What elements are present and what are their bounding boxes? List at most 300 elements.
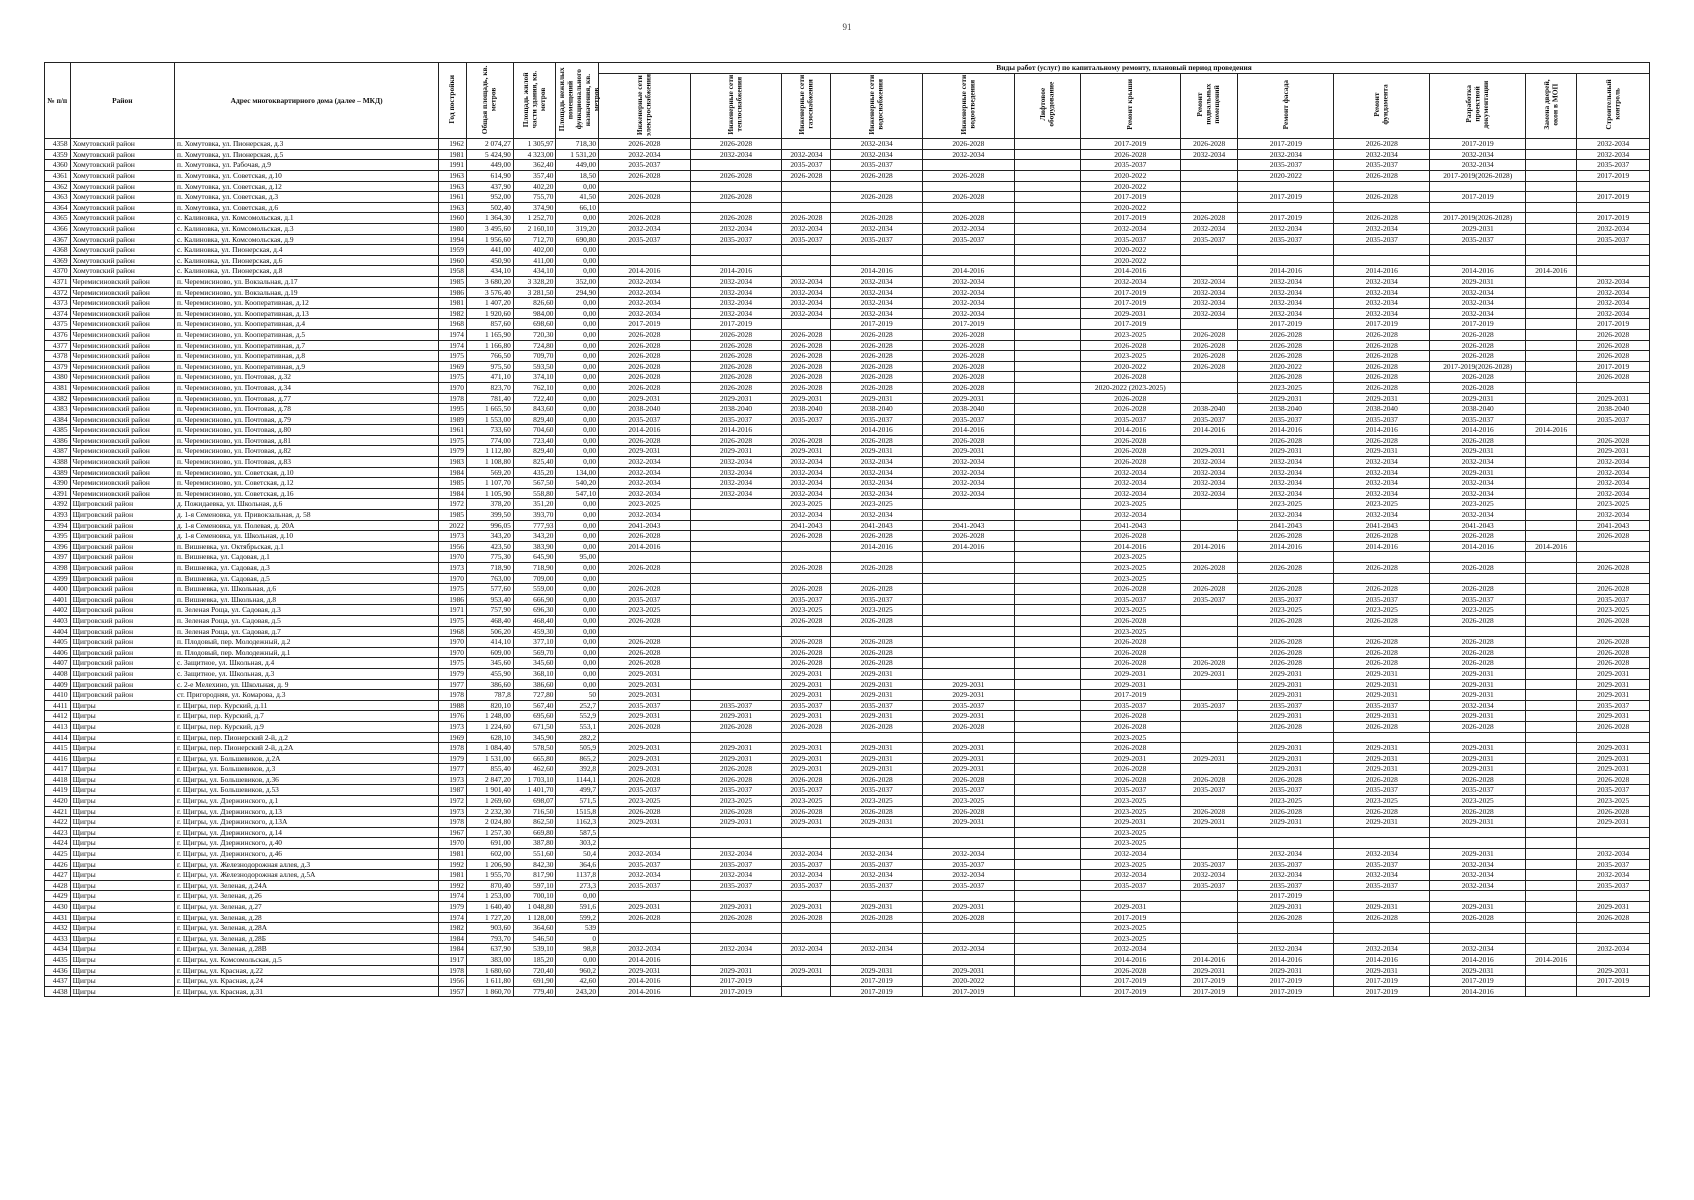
cell-year: 1975	[439, 584, 467, 595]
cell-work-period: 2032-2034	[599, 276, 691, 287]
cell-area-living: 435,20	[513, 467, 556, 478]
cell-num: 4368	[45, 245, 71, 256]
cell-district: Щигровский район	[70, 605, 174, 616]
cell-area-nonres: 319,20	[556, 224, 599, 235]
cell-area-total: 441,00	[466, 245, 513, 256]
cell-num: 4359	[45, 149, 71, 160]
cell-work-period: 2023-2025	[1080, 351, 1180, 362]
cell-work-period	[1014, 149, 1080, 160]
cell-work-period: 2017-2019	[1577, 976, 1650, 987]
table-row	[45, 721, 1650, 732]
cell-work-period: 2032-2034	[782, 944, 831, 955]
cell-work-period: 2029-2031	[1238, 753, 1334, 764]
cell-num: 4436	[45, 965, 71, 976]
cell-work-period	[1526, 563, 1577, 574]
cell-work-period	[1430, 245, 1526, 256]
cell-district: Черемисиновский район	[70, 425, 174, 436]
cell-work-period	[1526, 171, 1577, 182]
cell-work-period: 2026-2028	[1577, 340, 1650, 351]
cell-work-period: 2026-2028	[831, 721, 923, 732]
header-district: Район	[70, 63, 174, 139]
cell-district: Хомутовский район	[70, 266, 174, 277]
cell-work-period: 2029-2031	[1334, 690, 1430, 701]
cell-work-period: 2032-2034	[1080, 510, 1180, 521]
cell-area-nonres: 294,90	[556, 287, 599, 298]
cell-work-period: 2032-2034	[831, 224, 923, 235]
cell-work-period: 2026-2028	[1080, 658, 1180, 669]
cell-area-total: 434,10	[466, 266, 513, 277]
cell-work-period: 2026-2028	[923, 340, 1015, 351]
cell-work-period	[1014, 594, 1080, 605]
cell-area-total: 857,60	[466, 319, 513, 330]
cell-district: Щигровский район	[70, 690, 174, 701]
cell-work-period: 2026-2028	[831, 563, 923, 574]
cell-year: 1963	[439, 171, 467, 182]
cell-work-period: 2017-2019	[1430, 139, 1526, 150]
cell-work-period	[1014, 531, 1080, 542]
cell-work-period	[1180, 796, 1238, 807]
cell-area-nonres: 1144,1	[556, 774, 599, 785]
cell-address: г. Щигры, ул. Большевиков, д.36	[174, 774, 438, 785]
cell-district: Щигры	[70, 880, 174, 891]
cell-num: 4358	[45, 139, 71, 150]
cell-address: п. Хомутовка, ул. Советская, д.6	[174, 202, 438, 213]
cell-work-period: 2029-2031	[690, 711, 782, 722]
cell-year: 1974	[439, 340, 467, 351]
cell-work-period: 2026-2028	[831, 361, 923, 372]
header-work-4: Инженерные сети водоотведения	[923, 73, 1015, 139]
cell-address: г. Щигры, пер. Курский, д.9	[174, 721, 438, 732]
cell-address: п. Черемисиново, ул. Почтовая, д.78	[174, 404, 438, 415]
cell-year: 1975	[439, 658, 467, 669]
cell-work-period	[1180, 319, 1238, 330]
cell-area-total: 602,00	[466, 849, 513, 860]
cell-area-total: 2 232,30	[466, 806, 513, 817]
cell-work-period: 2026-2028	[1238, 372, 1334, 383]
cell-work-period: 2035-2037	[1238, 859, 1334, 870]
cell-area-living: 559,00	[513, 584, 556, 595]
cell-work-period: 2032-2034	[1430, 160, 1526, 171]
cell-work-period: 2032-2034	[1577, 944, 1650, 955]
cell-work-period: 2026-2028	[923, 213, 1015, 224]
cell-work-period	[1526, 647, 1577, 658]
cell-work-period	[923, 732, 1015, 743]
cell-work-period	[1526, 393, 1577, 404]
cell-work-period: 2026-2028	[831, 637, 923, 648]
cell-work-period: 2038-2040	[1334, 404, 1430, 415]
cell-work-period: 2035-2037	[599, 700, 691, 711]
cell-district: Щигры	[70, 986, 174, 997]
cell-district: Щигры	[70, 753, 174, 764]
cell-work-period: 2023-2025	[1334, 796, 1430, 807]
cell-district: Щигровский район	[70, 520, 174, 531]
cell-area-living: 842,30	[513, 859, 556, 870]
cell-num: 4365	[45, 213, 71, 224]
cell-num: 4366	[45, 224, 71, 235]
cell-work-period: 2035-2037	[1180, 880, 1238, 891]
cell-area-total: 3 576,40	[466, 287, 513, 298]
cell-area-living: 357,40	[513, 171, 556, 182]
cell-work-period	[831, 255, 923, 266]
cell-district: Щигры	[70, 827, 174, 838]
cell-work-period: 2017-2019	[1577, 361, 1650, 372]
cell-area-nonres: 718,30	[556, 139, 599, 150]
cell-work-period: 2032-2034	[690, 149, 782, 160]
cell-work-period: 2029-2031	[1577, 679, 1650, 690]
cell-work-period: 2026-2028	[599, 329, 691, 340]
cell-district: Черемисиновский район	[70, 488, 174, 499]
cell-work-period: 2017-2019	[1430, 192, 1526, 203]
cell-work-period	[1180, 605, 1238, 616]
cell-work-period	[1014, 340, 1080, 351]
cell-work-period	[1014, 753, 1080, 764]
cell-work-period: 2032-2034	[1238, 287, 1334, 298]
table-row	[45, 912, 1650, 923]
cell-work-period	[1526, 743, 1577, 754]
cell-work-period: 2032-2034	[1577, 139, 1650, 150]
table-row	[45, 986, 1650, 997]
table-row	[45, 457, 1650, 468]
cell-work-period: 2017-2019	[923, 986, 1015, 997]
cell-work-period: 2023-2025	[1080, 626, 1180, 637]
cell-work-period: 2032-2034	[1238, 298, 1334, 309]
cell-area-total: 774,00	[466, 435, 513, 446]
cell-work-period: 2026-2028	[690, 213, 782, 224]
cell-year: 1980	[439, 224, 467, 235]
cell-district: Щигры	[70, 923, 174, 934]
cell-work-period: 2035-2037	[831, 700, 923, 711]
cell-year: 1974	[439, 329, 467, 340]
cell-work-period: 2023-2025	[1238, 796, 1334, 807]
cell-work-period	[1180, 202, 1238, 213]
cell-work-period	[690, 541, 782, 552]
cell-work-period: 2035-2037	[1238, 785, 1334, 796]
cell-district: Щигровский район	[70, 563, 174, 574]
cell-work-period: 2023-2025	[1238, 382, 1334, 393]
cell-work-period	[1526, 870, 1577, 881]
cell-num: 4422	[45, 817, 71, 828]
cell-district: Щигровский район	[70, 552, 174, 563]
cell-work-period	[1334, 626, 1430, 637]
cell-address: п. Черемисиново, ул. Почтовая, д.77	[174, 393, 438, 404]
cell-area-nonres: 0,00	[556, 404, 599, 415]
cell-work-period	[1014, 520, 1080, 531]
cell-work-period	[923, 594, 1015, 605]
cell-work-period	[1526, 308, 1577, 319]
cell-work-period: 2032-2034	[782, 849, 831, 860]
cell-work-period: 2026-2028	[599, 340, 691, 351]
cell-work-period: 2017-2019	[1430, 976, 1526, 987]
table-row	[45, 478, 1650, 489]
cell-work-period: 2026-2028	[831, 912, 923, 923]
cell-district: Хомутовский район	[70, 224, 174, 235]
cell-area-nonres: 0,00	[556, 647, 599, 658]
cell-work-period: 2032-2034	[1334, 849, 1430, 860]
cell-work-period: 2032-2034	[690, 944, 782, 955]
cell-address: п. Плодовый, пер. Молодежный, д.1	[174, 647, 438, 658]
cell-work-period: 2035-2037	[831, 785, 923, 796]
cell-work-period	[782, 139, 831, 150]
cell-num: 4419	[45, 785, 71, 796]
cell-area-total: 614,90	[466, 171, 513, 182]
cell-num: 4390	[45, 478, 71, 489]
cell-work-period	[1180, 171, 1238, 182]
cell-work-period: 2029-2031	[690, 393, 782, 404]
cell-work-period	[1014, 488, 1080, 499]
cell-work-period: 2023-2025	[599, 605, 691, 616]
cell-work-period	[1526, 859, 1577, 870]
cell-area-total: 1 206,90	[466, 859, 513, 870]
cell-work-period: 2026-2028	[923, 192, 1015, 203]
cell-year: 1975	[439, 615, 467, 626]
cell-address: п. Хомутовка, ул. Советская, д.10	[174, 171, 438, 182]
cell-work-period	[1526, 923, 1577, 934]
cell-area-total: 1 553,00	[466, 414, 513, 425]
cell-year: 1968	[439, 626, 467, 637]
cell-address: с. Защитное, ул. Школьная, д.4	[174, 658, 438, 669]
cell-work-period: 2032-2034	[831, 944, 923, 955]
cell-work-period: 2035-2037	[1577, 785, 1650, 796]
cell-area-living: 665,80	[513, 753, 556, 764]
cell-work-period: 2035-2037	[831, 160, 923, 171]
cell-work-period	[1014, 171, 1080, 182]
cell-work-period: 2026-2028	[1080, 637, 1180, 648]
cell-work-period: 2032-2034	[923, 149, 1015, 160]
cell-address: п. Черемисиново, ул. Почтовая, д.34	[174, 382, 438, 393]
cell-address: г. Щигры, ул. Зеленая, д.27	[174, 902, 438, 913]
cell-work-period	[1430, 891, 1526, 902]
cell-work-period	[831, 838, 923, 849]
cell-work-period: 2029-2031	[1577, 743, 1650, 754]
header-area-living: Площадь жилой части здания, кв. метров	[513, 63, 556, 139]
cell-work-period	[923, 891, 1015, 902]
cell-work-period: 2032-2034	[1430, 870, 1526, 881]
cell-work-period: 2026-2028	[923, 382, 1015, 393]
cell-work-period: 2029-2031	[831, 668, 923, 679]
cell-work-period	[1526, 986, 1577, 997]
cell-area-living: 558,80	[513, 488, 556, 499]
cell-district: Щигры	[70, 976, 174, 987]
cell-work-period	[1238, 626, 1334, 637]
cell-work-period	[782, 626, 831, 637]
cell-work-period	[690, 923, 782, 934]
cell-work-period: 2029-2031	[1334, 446, 1430, 457]
cell-work-period: 2029-2031	[782, 393, 831, 404]
cell-year: 1978	[439, 743, 467, 754]
cell-work-period: 2029-2031	[831, 690, 923, 701]
cell-area-living: 1 401,70	[513, 785, 556, 796]
cell-area-total: 1 665,50	[466, 404, 513, 415]
cell-district: Щигровский район	[70, 531, 174, 542]
cell-district: Черемисиновский район	[70, 414, 174, 425]
cell-area-total: 1 920,60	[466, 308, 513, 319]
cell-work-period: 2026-2028	[599, 806, 691, 817]
cell-year: 1978	[439, 690, 467, 701]
cell-work-period	[690, 827, 782, 838]
cell-area-living: 984,00	[513, 308, 556, 319]
cell-area-nonres: 364,6	[556, 859, 599, 870]
cell-work-period: 2029-2031	[1080, 668, 1180, 679]
cell-work-period: 2026-2028	[782, 435, 831, 446]
cell-work-period	[1577, 573, 1650, 584]
cell-work-period: 2014-2016	[1430, 954, 1526, 965]
cell-year: 1975	[439, 351, 467, 362]
cell-work-period: 2029-2031	[831, 817, 923, 828]
cell-work-period: 2029-2031	[782, 902, 831, 913]
cell-work-period: 2032-2034	[1180, 276, 1238, 287]
cell-work-period: 2026-2028	[599, 213, 691, 224]
cell-work-period: 2032-2034	[1334, 276, 1430, 287]
cell-district: Хомутовский район	[70, 245, 174, 256]
cell-work-period: 2035-2037	[1430, 234, 1526, 245]
cell-work-period	[1526, 319, 1577, 330]
cell-work-period: 2017-2019	[1180, 986, 1238, 997]
cell-work-period: 2032-2034	[690, 870, 782, 881]
cell-district: Щигровский район	[70, 510, 174, 521]
table-row	[45, 488, 1650, 499]
cell-year: 1970	[439, 382, 467, 393]
cell-work-period: 2032-2034	[599, 944, 691, 955]
cell-work-period: 2035-2037	[1577, 160, 1650, 171]
cell-district: Черемисиновский район	[70, 478, 174, 489]
cell-work-period: 2032-2034	[1430, 488, 1526, 499]
cell-num: 4421	[45, 806, 71, 817]
cell-work-period: 2017-2019	[831, 976, 923, 987]
cell-area-living: 666,90	[513, 594, 556, 605]
cell-work-period	[1014, 976, 1080, 987]
cell-work-period	[1577, 827, 1650, 838]
cell-work-period: 2032-2034	[923, 944, 1015, 955]
cell-year: 1956	[439, 976, 467, 987]
table-row	[45, 605, 1650, 616]
cell-num: 4367	[45, 234, 71, 245]
cell-work-period: 2017-2019(2026-2028)	[1430, 171, 1526, 182]
cell-area-nonres: 134,00	[556, 467, 599, 478]
cell-district: Щигры	[70, 817, 174, 828]
cell-num: 4416	[45, 753, 71, 764]
cell-work-period: 2029-2031	[1180, 753, 1238, 764]
cell-work-period: 2029-2031	[831, 764, 923, 775]
cell-work-period: 2032-2034	[1180, 478, 1238, 489]
cell-num: 4430	[45, 902, 71, 913]
cell-year: 1958	[439, 266, 467, 277]
cell-year: 1984	[439, 467, 467, 478]
cell-work-period: 2023-2025	[1080, 933, 1180, 944]
cell-work-period: 2023-2025	[1577, 499, 1650, 510]
cell-num: 4375	[45, 319, 71, 330]
cell-work-period: 2014-2016	[599, 976, 691, 987]
cell-address: г. Щигры, ул. Дзержинского, д.14	[174, 827, 438, 838]
cell-address: г. Щигры, ул. Большевиков, д.53	[174, 785, 438, 796]
cell-work-period: 2026-2028	[599, 912, 691, 923]
cell-work-period: 2041-2043	[923, 520, 1015, 531]
table-row	[45, 160, 1650, 171]
cell-district: Щигры	[70, 849, 174, 860]
cell-area-total: 1 531,00	[466, 753, 513, 764]
cell-work-period: 2035-2037	[831, 594, 923, 605]
cell-year: 1977	[439, 679, 467, 690]
cell-work-period	[1526, 478, 1577, 489]
cell-work-period	[782, 255, 831, 266]
cell-work-period: 2026-2028	[1334, 382, 1430, 393]
cell-work-period: 2032-2034	[1430, 944, 1526, 955]
cell-work-period: 2026-2028	[1577, 351, 1650, 362]
cell-num: 4431	[45, 912, 71, 923]
cell-work-period: 2035-2037	[1080, 234, 1180, 245]
cell-work-period: 2029-2031	[690, 965, 782, 976]
cell-work-period: 2020-2022	[1080, 202, 1180, 213]
cell-work-period: 2032-2034	[599, 478, 691, 489]
cell-work-period: 2032-2034	[1238, 944, 1334, 955]
cell-work-period: 2032-2034	[782, 467, 831, 478]
cell-work-period	[1014, 785, 1080, 796]
cell-work-period: 2026-2028	[1334, 372, 1430, 383]
cell-work-period	[1526, 637, 1577, 648]
cell-work-period: 2023-2025	[782, 796, 831, 807]
cell-work-period: 2026-2028	[1180, 584, 1238, 595]
cell-district: Щигры	[70, 743, 174, 754]
cell-work-period: 2020-2022	[1080, 245, 1180, 256]
cell-work-period	[1014, 478, 1080, 489]
cell-area-nonres: 1137,8	[556, 870, 599, 881]
cell-area-nonres: 0,00	[556, 594, 599, 605]
cell-work-period	[1526, 139, 1577, 150]
cell-work-period	[1014, 202, 1080, 213]
cell-work-period: 2029-2031	[831, 753, 923, 764]
cell-work-period: 2032-2034	[923, 467, 1015, 478]
cell-work-period: 2026-2028	[1238, 435, 1334, 446]
cell-work-period: 2014-2016	[1238, 954, 1334, 965]
cell-work-period: 2026-2028	[782, 563, 831, 574]
cell-work-period: 2035-2037	[831, 414, 923, 425]
header-work-11: Замена дверей, окон в МОП	[1526, 73, 1577, 139]
cell-area-total: 1 107,70	[466, 478, 513, 489]
cell-work-period: 2041-2043	[1080, 520, 1180, 531]
cell-address: д. 1-я Семеновка, ул. Привокзальная, д. 58	[174, 510, 438, 521]
cell-work-period: 2026-2028	[1430, 721, 1526, 732]
cell-work-period: 2026-2028	[599, 563, 691, 574]
cell-work-period	[1014, 435, 1080, 446]
table-row	[45, 637, 1650, 648]
cell-work-period: 2026-2028	[831, 806, 923, 817]
cell-work-period: 2014-2016	[1180, 541, 1238, 552]
cell-work-period: 2017-2019(2026-2028)	[1430, 361, 1526, 372]
cell-area-living: 3 328,20	[513, 276, 556, 287]
cell-work-period	[1014, 796, 1080, 807]
cell-num: 4377	[45, 340, 71, 351]
cell-work-period: 2014-2016	[1526, 425, 1577, 436]
cell-district: Щигры	[70, 711, 174, 722]
cell-work-period: 2032-2034	[1577, 510, 1650, 521]
cell-work-period: 2023-2025	[1080, 605, 1180, 616]
cell-work-period	[1526, 467, 1577, 478]
cell-work-period	[1014, 319, 1080, 330]
cell-area-nonres: 0	[556, 933, 599, 944]
cell-area-nonres: 42,60	[556, 976, 599, 987]
cell-work-period: 2029-2031	[831, 446, 923, 457]
cell-area-nonres: 0,00	[556, 584, 599, 595]
cell-district: Щигры	[70, 774, 174, 785]
cell-work-period: 2032-2034	[1577, 870, 1650, 881]
cell-work-period	[1014, 298, 1080, 309]
table-row	[45, 510, 1650, 521]
cell-area-total: 1 956,60	[466, 234, 513, 245]
cell-work-period: 2026-2028	[599, 774, 691, 785]
cell-area-living: 1 305,97	[513, 139, 556, 150]
cell-work-period	[1180, 902, 1238, 913]
cell-work-period: 2029-2031	[1430, 224, 1526, 235]
cell-work-period	[782, 986, 831, 997]
